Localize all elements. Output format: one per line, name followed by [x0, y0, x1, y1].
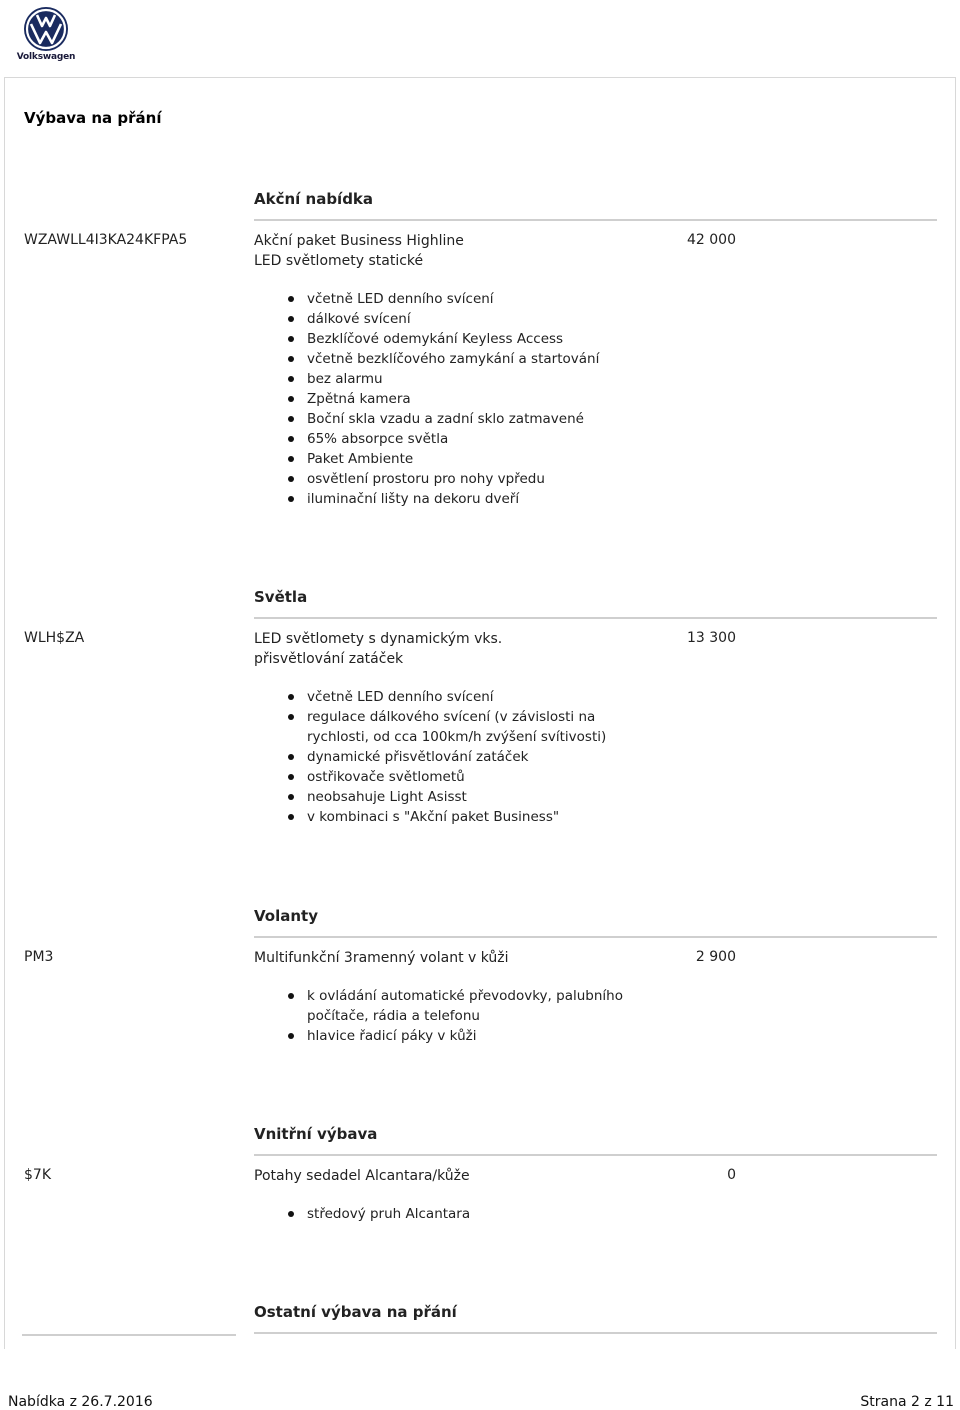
feature-item: včetně LED denního svícení [288, 687, 648, 707]
section-heading: Vnitřní výbava [254, 1125, 378, 1143]
feature-item: včetně bezklíčového zamykání a startování [288, 349, 648, 369]
section-heading: Volanty [254, 907, 318, 925]
footer-page-number: Strana 2 z 11 [860, 1394, 954, 1410]
feature-item: iluminační lišty na dekoru dveří [288, 489, 648, 509]
feature-item: 65% absorpce světla [288, 429, 648, 449]
item-description-line: Multifunkční 3ramenný volant v kůži [254, 950, 509, 966]
item-description-line: Akční paket Business Highline [254, 233, 464, 249]
feature-item: bez alarmu [288, 369, 648, 389]
feature-list [288, 289, 648, 509]
item-code: PM3 [24, 949, 54, 965]
section-divider [254, 1154, 937, 1156]
section-divider [254, 617, 937, 619]
feature-item: včetně LED denního svícení [288, 289, 648, 309]
feature-item: neobsahuje Light Asisst [288, 787, 648, 807]
item-description-line: přisvětlování zatáček [254, 651, 404, 667]
feature-item: středový pruh Alcantara [288, 1204, 648, 1224]
feature-item: regulace dálkového svícení (v závislosti na rychlosti, od cca 100km/h zvýšení svítivosti) [288, 707, 648, 747]
item-price: 13 300 [687, 630, 736, 646]
item-code: WZAWLL4I3KA24KFPA5 [24, 232, 188, 248]
feature-item: Paket Ambiente [288, 449, 648, 469]
item-code: $7K [24, 1167, 51, 1183]
item-price: 2 900 [695, 949, 736, 965]
feature-item: hlavice řadicí páky v kůži [288, 1026, 648, 1046]
section-heading: Světla [254, 588, 308, 606]
code-column-divider [22, 1334, 236, 1336]
feature-item: dynamické přisvětlování zatáček [288, 747, 648, 767]
feature-list [288, 1204, 648, 1224]
frame-right-border [955, 77, 956, 1349]
feature-item: dálkové svícení [288, 309, 648, 329]
feature-item: Bezklíčové odemykání Keyless Access [288, 329, 648, 349]
frame-top-border [4, 77, 956, 78]
item-description-line: Potahy sedadel Alcantara/kůže [254, 1168, 470, 1184]
item-code: WLH$ZA [24, 630, 85, 646]
frame-left-border [4, 77, 5, 1349]
feature-item: v kombinaci s "Akční paket Business" [288, 807, 648, 827]
item-price: 0 [727, 1167, 736, 1183]
footer-date: Nabídka z 26.7.2016 [8, 1394, 153, 1410]
feature-list [288, 986, 648, 1046]
page-title: Výbava na přání [24, 109, 162, 127]
section-divider [254, 219, 937, 221]
section-heading: Ostatní výbava na přání [254, 1303, 457, 1321]
section-heading: Akční nabídka [254, 190, 374, 208]
feature-item: k ovládání automatické převodovky, palubního počítače, rádia a telefonu [288, 986, 648, 1026]
feature-item: Boční skla vzadu a zadní sklo zatmavené [288, 409, 648, 429]
feature-list [288, 687, 648, 827]
item-description-line: LED světlomety s dynamickým vks. [254, 631, 503, 647]
brand-name: Volkswagen [16, 52, 76, 62]
feature-item: osvětlení prostoru pro nohy vpředu [288, 469, 648, 489]
section-divider [254, 936, 937, 938]
feature-item: ostřikovače světlometů [288, 767, 648, 787]
item-price: 42 000 [687, 232, 736, 248]
item-description-line: LED světlomety statické [254, 253, 424, 269]
section-divider [254, 1332, 937, 1334]
feature-item: Zpětná kamera [288, 389, 648, 409]
